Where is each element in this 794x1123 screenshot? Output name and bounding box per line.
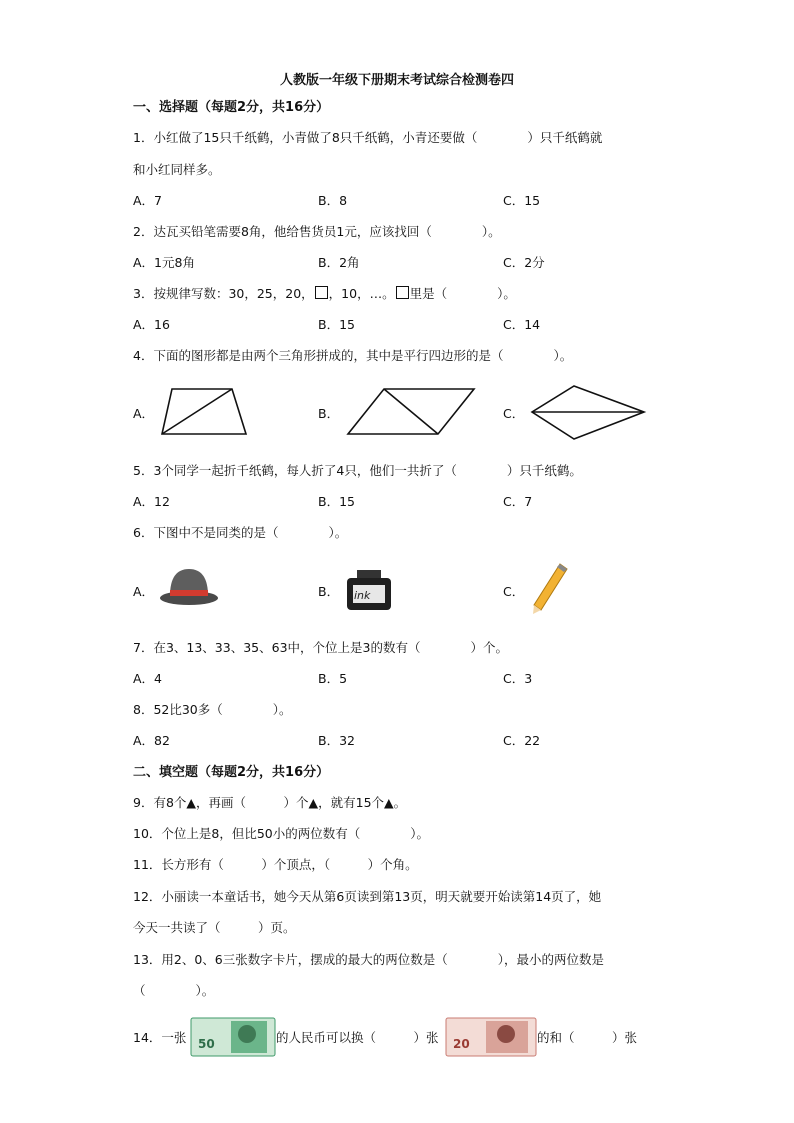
option-c: C．3 [503,671,533,686]
question-9: 9．有8个▲，再画（ ）个▲，就有15个▲。 [133,795,407,810]
hat-icon [158,565,220,609]
question-5: 5．3个同学一起折千纸鹤，每人折了4只，他们一共折了（ ）只千纸鹤。 [133,463,582,478]
question-13-line2: （ ）。 [133,983,215,998]
question-14-part2: 的人民币可以换（ ）张 [276,1030,439,1045]
question-3-post: 里是（ ）。 [409,286,516,301]
trapezoid-shape [158,386,250,438]
option-a: A．4 [133,671,163,686]
question-10: 10．个位上是8，但比50小的两位数有（ ）。 [133,826,430,841]
question-3 [133,286,516,302]
question-12-line1: 12．小丽读一本童话书，她今天从第6页读到第13页，明天就要开始读第14页了，她 [133,889,602,904]
ink-label: ink [354,589,371,602]
question-7: 7．在3、13、33、35、63中，个位上是3的数有（ ）个。 [133,640,508,655]
option-a: A．1元8角 [133,255,195,270]
option-b: B．15 [318,317,355,332]
option-a: A．82 [133,733,170,748]
banknote-20-icon [446,1018,536,1056]
option-a: A．12 [133,494,170,509]
blank-box-icon [396,286,409,299]
question-3-pre: 3．按规律写数：30，25，20， [133,286,314,301]
option-b: B．15 [318,494,355,509]
question-1-line2: 和小红同样多。 [133,162,221,177]
option-a: A． [133,406,155,421]
blank-box-icon [315,286,328,299]
question-14-part1: 14．一张 [133,1030,187,1045]
parallelogram-shape [346,386,478,438]
option-c: C．14 [503,317,541,332]
banknote-50-icon [191,1018,275,1056]
option-a: A． [133,584,155,599]
option-a: A．7 [133,193,163,208]
question-11: 11．长方形有（ ）个顶点，（ ）个角。 [133,857,418,872]
option-a: A．16 [133,317,170,332]
kite-shape [530,383,648,443]
question-2: 2．达瓦买铅笔需要8角，他给售货员1元，应该找回（ ）。 [133,224,501,239]
question-8: 8．52比30多（ ）。 [133,702,292,717]
banknote-50-value: 50 [198,1037,215,1051]
question-3-mid: ，10，…。 [328,286,395,301]
option-b: B． [318,406,340,421]
option-c: C．7 [503,494,533,509]
option-b: B． [318,584,340,599]
question-4: 4．下面的图形都是由两个三角形拼成的，其中是平行四边形的是（ ）。 [133,348,573,363]
pencil-icon [530,562,570,616]
question-12-line2: 今天一共读了（ ）页。 [133,920,296,935]
option-c: C．15 [503,193,541,208]
option-b: B．2角 [318,255,360,270]
question-13-line1: 13．用2、0、6三张数字卡片，摆成的最大的两位数是（ ），最小的两位数是 [133,952,605,967]
question-6: 6．下图中不是同类的是（ ）。 [133,525,348,540]
option-c: C． [503,406,525,421]
option-c: C． [503,584,525,599]
section-heading-fill: 二、填空题（每题2分，共16分） [133,765,330,780]
section-heading-choice: 一、选择题（每题2分，共16分） [133,100,330,115]
question-1-line1: 1．小红做了15只千纸鹤，小青做了8只千纸鹤，小青还要做（ ）只千纸鹤就 [133,130,603,145]
option-b: B．5 [318,671,348,686]
option-c: C．22 [503,733,541,748]
banknote-20-value: 20 [453,1037,470,1051]
option-b: B．32 [318,733,355,748]
option-c: C．2分 [503,255,545,270]
page-title: 人教版一年级下册期末考试综合检测卷四 [279,73,514,88]
question-14-part3: 的和（ ）张 [537,1030,638,1045]
option-b: B．8 [318,193,348,208]
